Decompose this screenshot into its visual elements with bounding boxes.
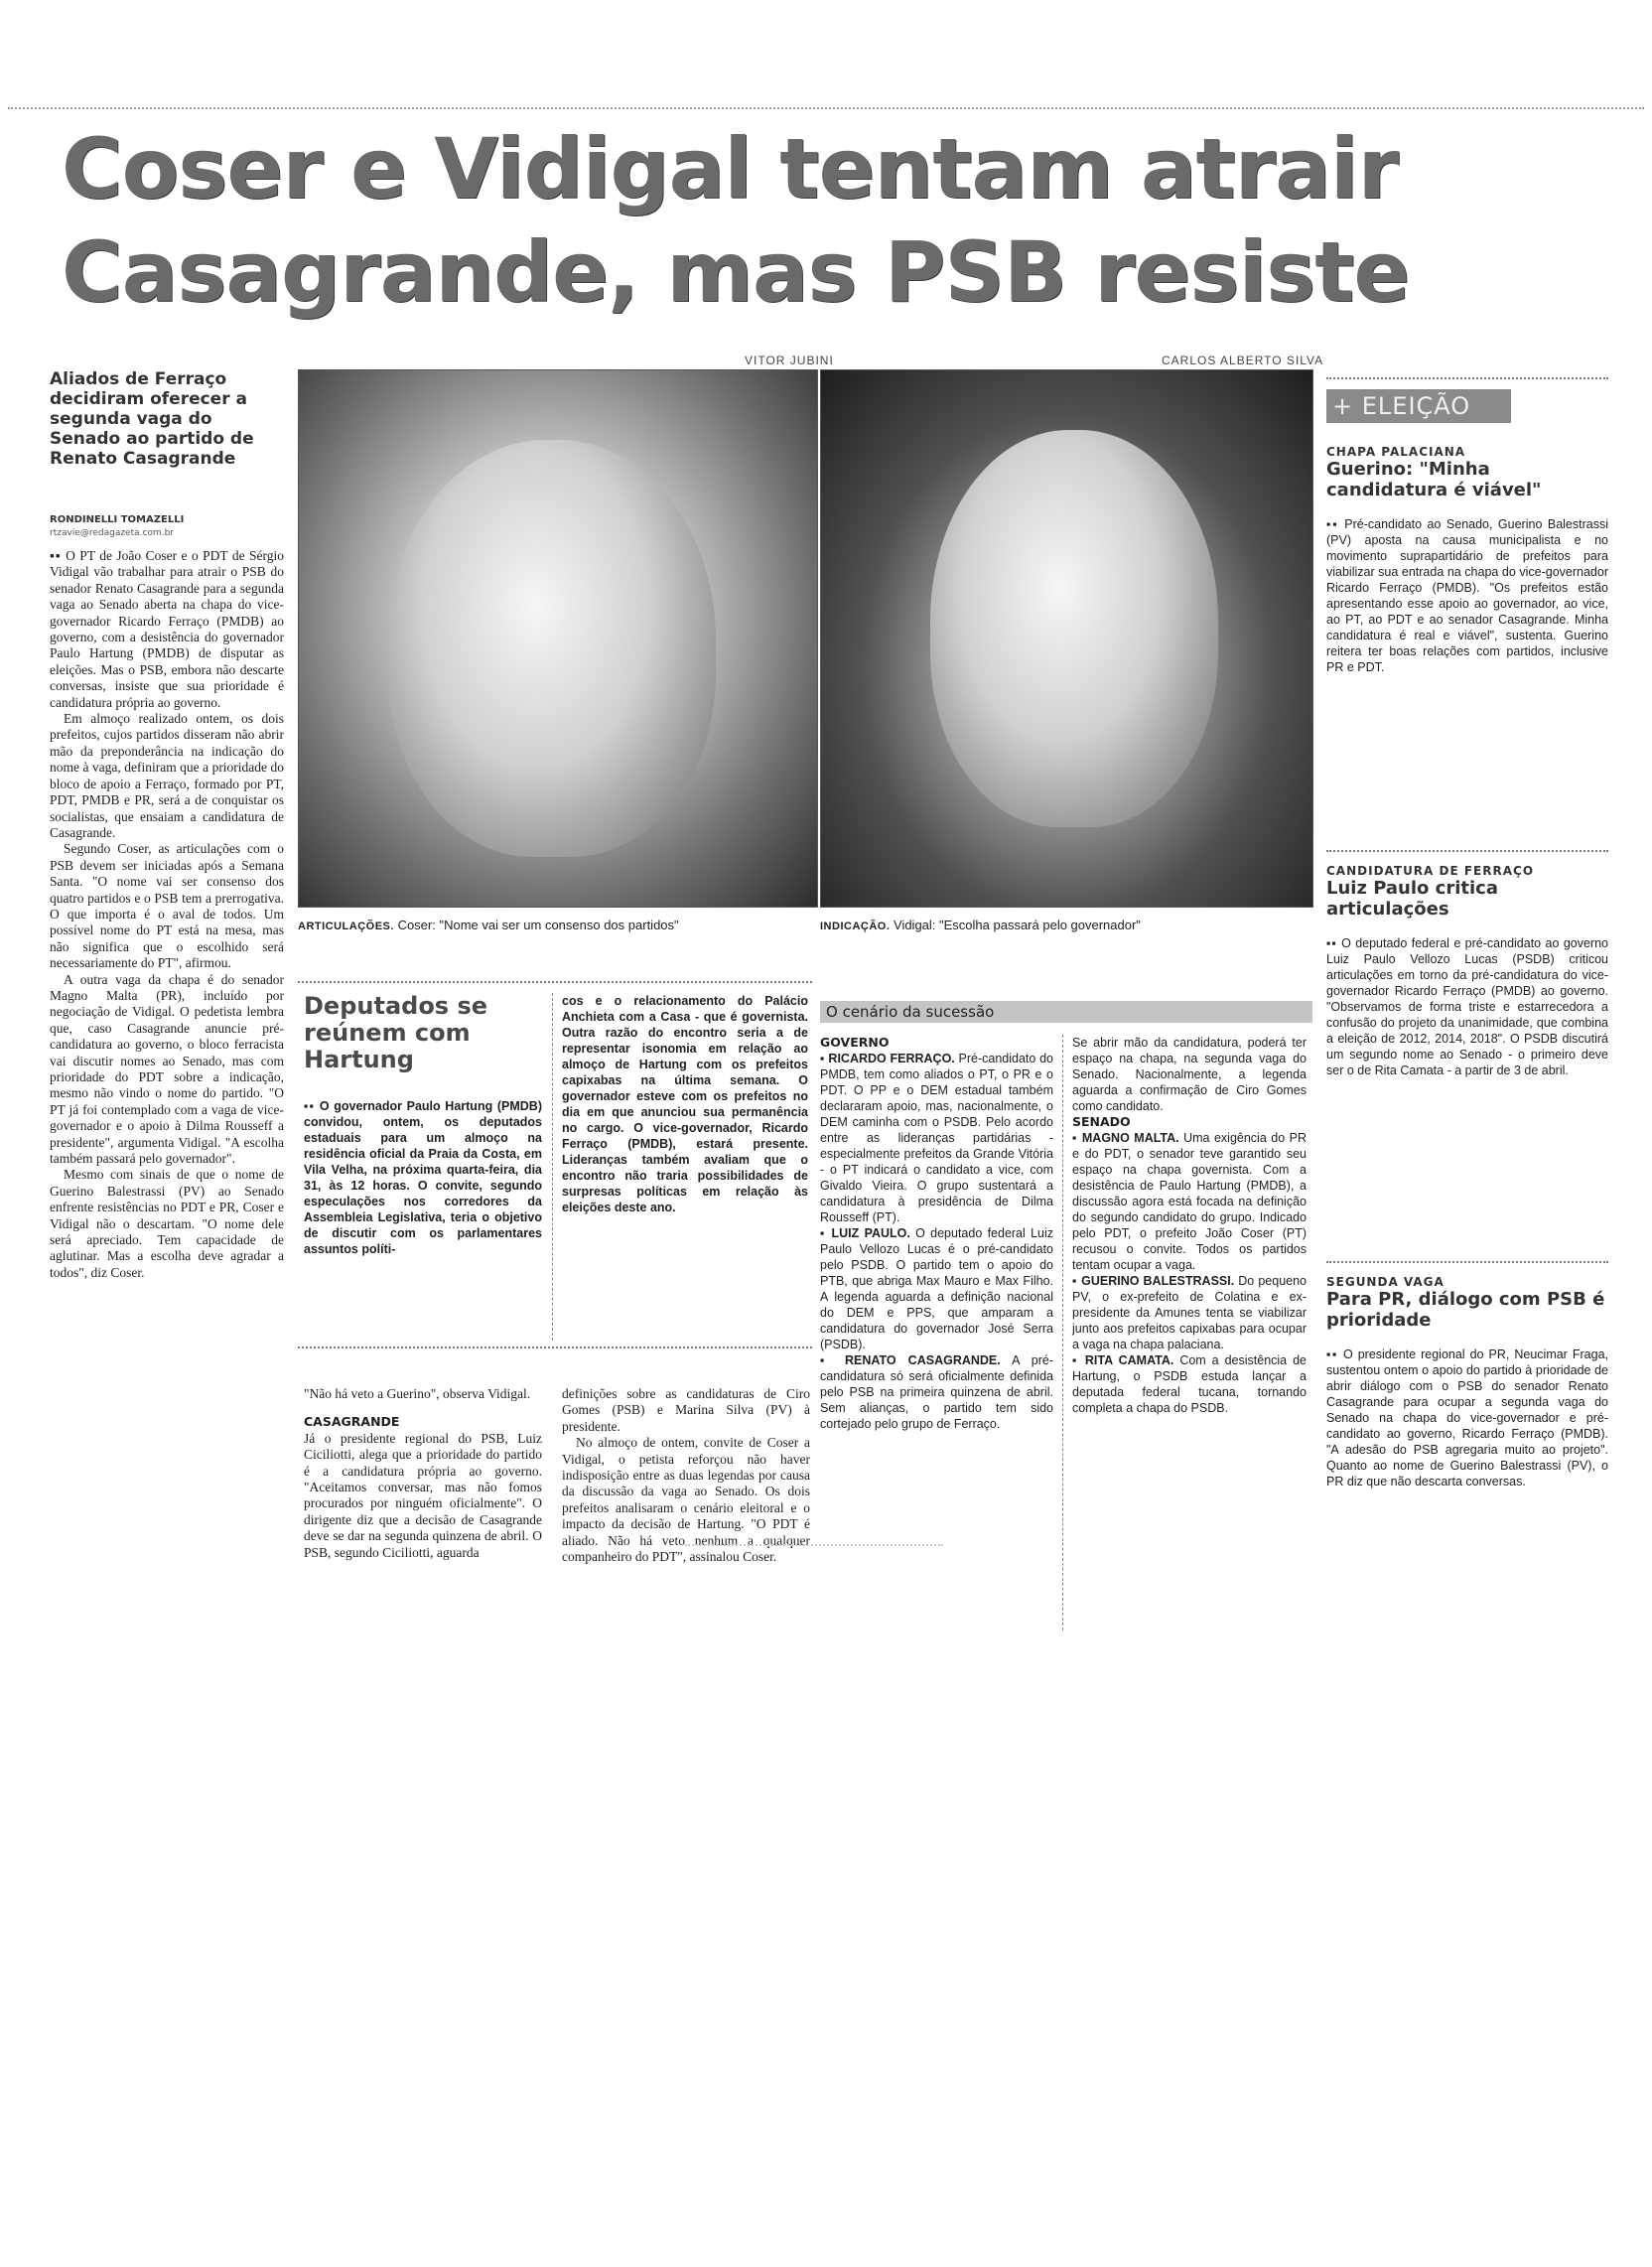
article-column-3 [562, 1386, 810, 1565]
sidebar-top-rule [1326, 377, 1608, 379]
paragraph: Já o presidente regional do PSB, Luiz Ciciliotti, alega que a prioridade do partido é a candidatura própria ao governo. "Aceitamos conversar, mas não fomos procurados por ninguém oficialmente". O dirigente diz que a decisão de Casagrande deve se dar na segunda quinzena de abril. O PSB, segundo Ciciliotti, aguarda [304, 1430, 542, 1560]
sidebar-rule [1326, 1261, 1608, 1263]
article-subhead: Aliados de Ferraço decidiram oferecer a segunda vaga do Senado ao partido de Renato Casagrande [50, 369, 254, 469]
box-title: Deputados se reúnem com Hartung [304, 992, 488, 1073]
photo-credit-right: CARLOS ALBERTO SILVA [1162, 354, 1324, 367]
caption-coser-label: ARTICULAÇÕES. [298, 921, 394, 932]
cenario-item-text: Com a desistência de Hartung, o PSDB estuda lançar a deputada federal tucana, tornando completa a chapa do PSDB. [1072, 1353, 1307, 1415]
caption-coser-text: Coser: "Nome vai ser um consenso dos partidos" [393, 918, 679, 932]
paragraph: definições sobre as candidaturas de Ciro Gomes (PSB) e Marina Silva (PV) à presidente. [562, 1386, 810, 1434]
cenario-item-label: ▪ RENATO CASAGRANDE. [820, 1353, 1001, 1367]
caption-vidigal [820, 918, 1311, 934]
cenario-column-1 [820, 1035, 1053, 1432]
sidebar-item-text: ▪▪ O deputado federal e pré-candidato ao governo Luiz Paulo Vellozo Lucas (PSDB) criticou articulações em torno da pré-candidatura do vice-governador Ricardo Ferraço (PMDB) ao governo. "Observamos de forma triste e estarrecedora a confusão do projeto da unanimidade, que combina a eleição de 2012, 2014, 2018". O PSDB discutirá um segundo nome ao Senado - o primeiro deve ser o de Rita Camata - a partir de 3 de abril. [1326, 936, 1608, 1077]
sidebar-item-label: CANDIDATURA DE FERRAÇO [1326, 864, 1535, 878]
cenario-title: O cenário da sucessão [826, 1003, 995, 1021]
sidebar-title-bar [1326, 389, 1511, 423]
section-label-casagrande: CASAGRANDE [304, 1414, 400, 1430]
cenario-item [1072, 1273, 1307, 1352]
cenario-item-text: A pré-candidatura só será oficialmente definida pelo PSB na primeira quinzena de abril. Sem alianças, o partido tem sido cortejado pelo grupo de Ferraço. [820, 1353, 1054, 1431]
cenario-item-text: O deputado federal Luiz Paulo Vellozo Lucas é o pré-candidato pelo PSDB. O partido tem o apoio do PTB, que abriga Max Mauro e Max Filho. A legenda aguarda a definição nacional do DEM e PPS, que amparam a candidatura do governador José Serra (PSDB). [820, 1226, 1054, 1351]
cenario-item-label: ▪ MAGNO MALTA. [1072, 1131, 1179, 1145]
cenario-item [820, 1051, 1053, 1225]
cenario-item-text: Uma exigência do PR e do PDT, o senador teve garantido seu espaço na chapa governista. Com a desistência de Paulo Hartung (PMDB), a discussão agora está focada na definição do segundo candidato do grupo. Indicado pelo PDT, o prefeito João Coser (PT) recusou o convite. Todos os partidos tentam ocupar a vaga. [1072, 1131, 1307, 1272]
photo-vidigal [820, 369, 1313, 908]
sidebar-item-head: Guerino: "Minha candidatura é viável" [1326, 459, 1542, 500]
cenario-column-2 [1072, 1035, 1307, 1416]
headline-line-2: Casagrande, mas PSB resiste [62, 223, 1410, 321]
cenario-item-label: ▪ GUERINO BALESTRASSI. [1072, 1274, 1235, 1288]
sidebar-item-text: ▪▪ Pré-candidato ao Senado, Guerino Balestrassi (PV) aposta na causa municipalista e no movimento suprapartidário de prefeitos para viabilizar sua entrada na chapa do vice-governador Ricardo Ferraço (PMDB). "Os prefeitos estão apresentando esse apoio ao governador, ao vice, ao PT, ao PDT e ao senador Casagrande. Minha candidatura é real e viável", sustenta. Guerino reitera ter boas relações com partidos, inclusive PR e PDT. [1326, 517, 1608, 674]
cenario-item-text: Pré-candidato do PMDB, tem como aliados o PT, o PR e o PDT. O PP e o DEM estadual também declararam apoio, mas, nacionalmente, o DEM caminha com o PSDB. Pelo acordo entre as lideranças partidárias - especialmente prefeitos da Grande Vitória - o PT indicará o candidato a vice, com Givaldo Vieira. O grupo sustentará a candidatura à presidência de Dilma Rousseff (PT). [820, 1052, 1053, 1224]
paragraph: No almoço de ontem, convite de Coser a Vidigal, o petista reforçou não haver indisposição entre as duas legendas por causa da discussão da vaga ao Senado. Os dois prefeitos analisaram o cenário eleitoral e o impacto da decisão de Hartung. "O PDT é aliado. Não há veto nenhum a qualquer companheiro do PDT", assinalou Coser. [562, 1435, 810, 1565]
cenario-senado-label: SENADO [1072, 1114, 1131, 1129]
caption-vidigal-text: Vidigal: "Escolha passará pelo governador" [890, 918, 1141, 932]
box-column-2: cos e o relacionamento do Palácio Anchieta com a Casa - que é governista. Outra razão do encontro seria a de representar isonomia em relação ao almoço de Hartung com os prefeitos capixabas na última semana. O governador esteve com os prefeitos no dia em que anunciou sua permanência no cargo. O vice-governador, Ricardo Ferraço (PMDB), estará presente. Lideranças também avaliam que o encontro não traria possibilidades de surpresas políticas em relação às eleições deste ano. [562, 994, 808, 1214]
top-rule [8, 107, 1644, 109]
sidebar-item [1326, 445, 1608, 675]
cenario-item [1072, 1352, 1307, 1416]
photo-coser [298, 369, 818, 908]
sidebar-rule [1326, 850, 1608, 852]
caption-vidigal-label: INDICAÇÃO. [820, 921, 891, 932]
sidebar-title: + ELEIÇÃO [1332, 392, 1471, 420]
article-column-2 [304, 1386, 542, 1561]
paragraph: Segundo Coser, as articulações com o PSB devem ser iniciadas após a Semana Santa. "O nome vai ser consenso dos quatro partidos e o PSB tem a prerrogativa. O que importa é o aval de todos. Um possível nome do PT está na mesa, mas não significa que o escolhido será necessariamente do PT", afirmou. [50, 841, 284, 971]
sidebar-item-label: CHAPA PALACIANA [1326, 445, 1466, 459]
cenario-item [820, 1352, 1053, 1432]
byline: RONDINELLI TOMAZELLI [50, 514, 185, 525]
byline-email: rtzavie@redagazeta.com.br [50, 528, 174, 538]
paragraph: A outra vaga da chapa é do senador Magno Malta (PR), incluído por negociação de Vidigal. O pedetista lembra que, caso Casagrande anuncie pré-candidatura ao governo, o bloco ferracista vai discutir nomes ao Senado, mas com prioridade do PDT sobre a indicação, mesmo não vindo o nome do partido. "O PT já foi contemplado com a vaga de vice-governador e o apoio à Dilma Rousseff a presidente", argumenta Vidigal. "A escolha também passará pelo governador". [50, 971, 284, 1167]
paragraph: Em almoço realizado ontem, os dois prefeitos, cujos partidos disseram não abrir mão da preponderância na indicação do nome à vaga, definiram que a prioridade do bloco de apoio a Ferraço, formado por PT, PDT, PMDB e PR, será a de conquistar os socialistas, que ensaiam a candidatura de Casagrande. [50, 711, 284, 840]
scan-smudge [685, 1544, 943, 1552]
box-bottom-rule [298, 1346, 812, 1348]
headline [62, 117, 1610, 324]
headline-line-1: Coser e Vidigal tentam atrair [62, 120, 1399, 217]
sidebar-item-head: Para PR, diálogo com PSB é prioridade [1326, 1289, 1605, 1331]
sidebar-item-head: Luiz Paulo critica articulações [1326, 878, 1498, 920]
cenario-intro: Se abrir mão da candidatura, poderá ter espaço na chapa, na segunda vaga do Senado. Nacionalmente, a legenda aguarda a confirmação de Ciro Gomes como candidato. [1072, 1036, 1307, 1113]
cenario-item [820, 1225, 1053, 1352]
cenario-title-bar [820, 1001, 1312, 1023]
cenario-governo-label: GOVERNO [820, 1035, 890, 1050]
cenario-item-label: ▪ RICARDO FERRAÇO. [820, 1052, 955, 1065]
cenario-item-label: ▪ RITA CAMATA. [1072, 1353, 1174, 1367]
cenario-item-label: ▪ LUIZ PAULO. [820, 1226, 910, 1240]
cenario-item-text: Do pequeno PV, o ex-prefeito de Colatina e ex-presidente da Amunes tenta se viabilizar junto aos prefeitos capixabas para ocupar a vaga na chapa palaciana. [1072, 1274, 1307, 1351]
photo-vidigal-face [930, 430, 1218, 827]
photo-credit-left: VITOR JUBINI [745, 354, 834, 367]
sidebar-item [1326, 864, 1608, 1078]
article-column-1 [50, 548, 284, 1640]
box-top-rule [298, 981, 812, 983]
sidebar-item [1326, 1275, 1608, 1489]
sidebar-item-label: SEGUNDA VAGA [1326, 1275, 1445, 1289]
photo-coser-face [388, 440, 716, 857]
paragraph: Mesmo com sinais de que o nome de Guerino Balestrassi (PV) ao Senado enfrente resistências no PDT e PR, Coser e Vidigal não o descartam. "O nome dele será apreciado. Tem capacidade de aglutinar. Mas a escolha deve agradar a todos", diz Coser. [50, 1167, 284, 1280]
paragraph: "Não há veto a Guerino", observa Vidigal. [304, 1386, 531, 1401]
paragraph: ▪▪ O PT de João Coser e o PDT de Sérgio Vidigal vão trabalhar para atrair o PSB do senador Renato Casagrande para a segunda vaga ao Senado aberta na chapa do vice-governador Ricardo Ferraço (PMDB) ao governo, com a desistência do governador Paulo Hartung (PMDB) de disputar as eleições. Mas o PSB, embora não descarte conversas, insiste que sua prioridade é candidatura própria ao governo. [50, 548, 284, 710]
box-divider [552, 993, 553, 1341]
cenario-divider [1062, 1035, 1063, 1630]
caption-coser [298, 918, 816, 934]
box-column-1: ▪▪ O governador Paulo Hartung (PMDB) convidou, ontem, os deputados estaduais para um almoço na residência oficial da Praia da Costa, em Vila Velha, na próxima quarta-feira, dia 31, às 12 horas. O convite, segundo especulações nos corredores da Assembleia Legislativa, teria o objetivo de discutir com os parlamentares assuntos políti- [304, 1099, 542, 1256]
cenario-item [1072, 1130, 1307, 1273]
sidebar-item-text: ▪▪ O presidente regional do PR, Neucimar Fraga, sustentou ontem o apoio do partido à prioridade de abrir diálogo com o PSB do senador Renato Casagrande para ocupar a segunda vaga do Senado na chapa do vice-governador e pré-candidato ao governo, Ricardo Ferraço (PMDB). "A adesão do PSB agregaria muito ao projeto". Quanto ao nome de Guerino Balestrassi (PV), o PR diz que não descarta conversas. [1326, 1347, 1608, 1488]
